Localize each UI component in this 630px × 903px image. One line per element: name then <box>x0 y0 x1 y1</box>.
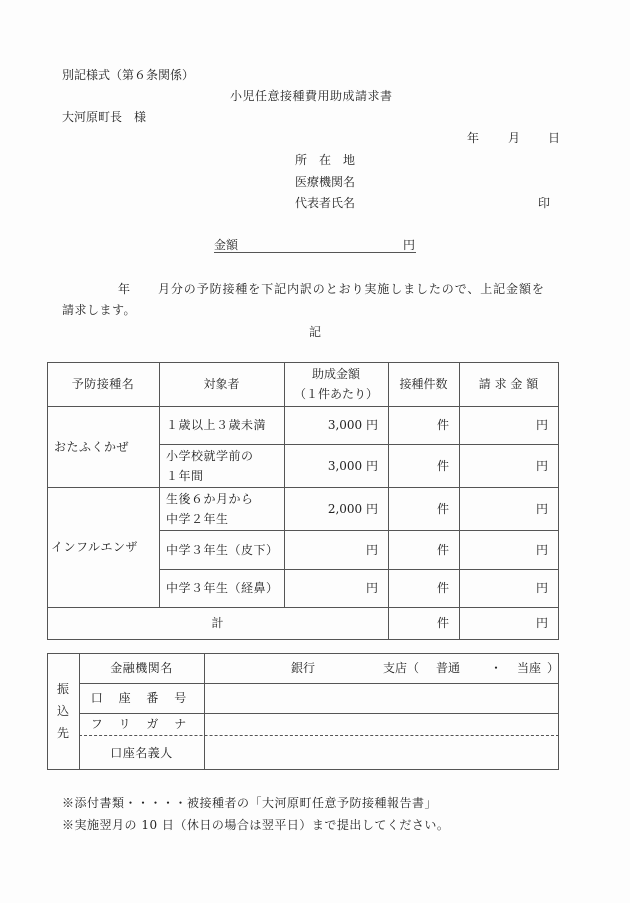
count-cell[interactable]: 件 <box>436 418 449 432</box>
subsidy-cell: 3,000 円 <box>327 458 378 473</box>
account-number-label: 口 座 番 号 <box>90 691 193 705</box>
amount-cell[interactable]: 円 <box>535 581 548 595</box>
account-type-current[interactable]: 当座 <box>517 661 542 675</box>
body-line-2: 請求します。 <box>62 303 137 317</box>
representative-label: 代表者氏名 <box>295 196 356 210</box>
target-line: 生後６か月から <box>166 491 254 506</box>
amount-label: 金額 <box>214 238 239 252</box>
close-paren: ） <box>547 661 560 675</box>
target-cell: 中学３年生（経鼻） <box>166 581 279 595</box>
side-char: 込 <box>56 704 69 718</box>
account-type-ordinary[interactable]: 普通 <box>436 661 461 675</box>
institution-label: 医療機関名 <box>295 175 356 189</box>
target-line: 小学校就学前の <box>166 448 254 463</box>
ki-heading: 記 <box>309 325 322 339</box>
target-cell <box>159 444 284 487</box>
account-type-separator: ・ <box>490 661 503 675</box>
table-border <box>47 769 559 770</box>
side-char: 振 <box>56 682 69 696</box>
vaccine-name-influenza: インフルエンザ <box>51 540 139 554</box>
total-label: 計 <box>211 616 224 630</box>
address-label: 所 在 地 <box>295 153 356 167</box>
subsidy-cell: 2,000 円 <box>327 501 378 516</box>
total-count[interactable]: 件 <box>436 616 449 630</box>
subsidy-cell[interactable]: 円 <box>365 581 378 595</box>
date-day-label: 日 <box>548 131 561 145</box>
header-subsidy-line2: （１件あたり） <box>293 387 378 401</box>
table-border <box>47 639 559 640</box>
subsidy-cell: 3,000 円 <box>327 418 378 432</box>
body-line-1: 月分の予防接種を下記内訳のとおり実施しましたので、上記金額を <box>158 282 545 296</box>
amount-cell[interactable]: 円 <box>535 542 548 557</box>
addressee: 大河原町長 様 <box>62 110 147 124</box>
target-cell: １歳以上３歳未満 <box>166 418 267 432</box>
side-char: 先 <box>56 726 69 740</box>
header-subsidy-line1: 助成金額 <box>311 367 360 381</box>
header-subsidy <box>284 362 388 406</box>
note-deadline: ※実施翌月の 10 日（休日の場合は翌平日）まで提出してください。 <box>62 818 450 832</box>
target-cell <box>159 487 284 530</box>
amount-underline <box>214 252 416 253</box>
bank-suffix: 銀行 <box>291 661 316 675</box>
account-number-field[interactable] <box>205 684 558 713</box>
header-target: 対象者 <box>203 377 240 391</box>
date-month-label: 月 <box>508 131 521 145</box>
count-cell[interactable]: 件 <box>436 581 449 595</box>
total-amount[interactable]: 円 <box>535 616 548 630</box>
amount-cell[interactable]: 円 <box>535 418 548 432</box>
count-cell[interactable]: 件 <box>436 501 449 516</box>
note-attachment: ※添付書類・・・・・被接種者の「大河原町任意予防接種報告書」 <box>62 796 438 810</box>
table-border <box>558 362 559 640</box>
amount-cell[interactable]: 円 <box>535 458 548 473</box>
account-holder-label: 口座名義人 <box>110 745 173 760</box>
count-cell[interactable]: 件 <box>436 542 449 557</box>
target-cell: 中学３年生（皮下） <box>166 542 279 557</box>
transfer-destination-label <box>47 653 79 769</box>
furigana-field[interactable] <box>205 714 558 735</box>
subsidy-cell[interactable]: 円 <box>365 542 378 557</box>
document-title: 小児任意接種費用助成請求書 <box>230 89 393 103</box>
header-vaccine-name: 予防接種名 <box>71 377 135 391</box>
target-line: 中学２年生 <box>166 511 229 526</box>
furigana-label: フ リ ガ ナ <box>90 717 193 731</box>
vaccine-name-mumps: おたふくかぜ <box>54 439 130 454</box>
seal-mark: 印 <box>538 196 551 210</box>
form-label: 別記様式（第６条関係） <box>62 68 195 82</box>
count-cell[interactable]: 件 <box>436 458 449 473</box>
amount-cell[interactable]: 円 <box>535 501 548 516</box>
header-count: 接種件数 <box>399 377 448 391</box>
header-amount: 請 求 金 額 <box>478 377 539 391</box>
date-year-label: 年 <box>467 131 480 145</box>
bank-name-label: 金融機関名 <box>110 661 173 675</box>
body-year: 年 <box>118 282 131 296</box>
target-line: １年間 <box>166 468 204 483</box>
account-holder-field[interactable] <box>205 737 558 769</box>
amount-unit: 円 <box>403 238 416 252</box>
branch-suffix: 支店（ <box>383 661 420 675</box>
